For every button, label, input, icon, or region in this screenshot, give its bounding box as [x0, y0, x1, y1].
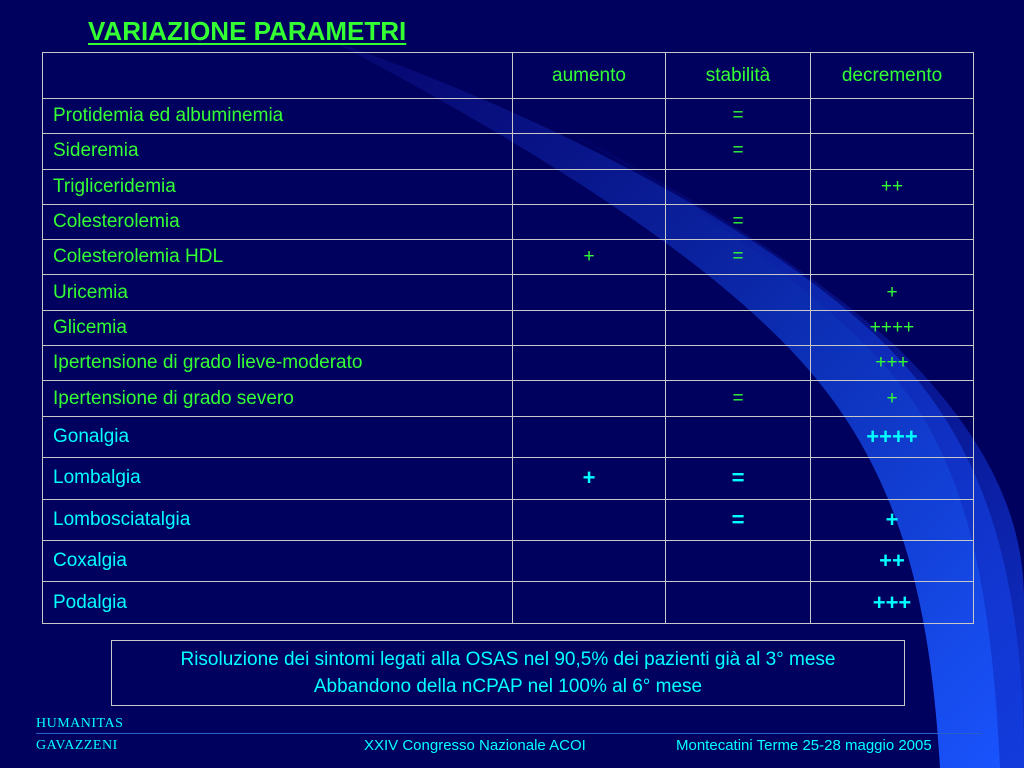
cell-aumento [513, 99, 666, 134]
cell-decremento: + [811, 381, 974, 416]
footer-congress-name: XXIV Congresso Nazionale ACOI [364, 737, 586, 754]
header-stabilita: stabilità [666, 53, 811, 99]
table-row [43, 310, 974, 345]
row-label: Colesterolemia [43, 204, 513, 239]
summary-note-line-1: Risoluzione dei sintomi legati alla OSAS nel 90,5% dei pazienti già al 3° mese [180, 649, 836, 670]
cell-stabilita [666, 416, 811, 457]
row-label: Coxalgia [43, 540, 513, 581]
cell-decremento [811, 458, 974, 499]
cell-stabilita: = [666, 204, 811, 239]
cell-stabilita: = [666, 381, 811, 416]
cell-stabilita: = [666, 99, 811, 134]
summary-note-box [111, 640, 905, 706]
cell-decremento [811, 134, 974, 169]
table-row [43, 416, 974, 457]
header-parameter [43, 53, 513, 99]
row-label: Ipertensione di grado severo [43, 381, 513, 416]
cell-decremento [811, 240, 974, 275]
row-label: Lombosciatalgia [43, 499, 513, 540]
header-decremento: decremento [811, 53, 974, 99]
cell-aumento [513, 169, 666, 204]
row-label: Gonalgia [43, 416, 513, 457]
cell-aumento [513, 204, 666, 239]
cell-decremento: + [811, 499, 974, 540]
cell-stabilita [666, 582, 811, 624]
table-row [43, 381, 974, 416]
cell-stabilita: = [666, 458, 811, 499]
row-label: Sideremia [43, 134, 513, 169]
footer-location-date: Montecatini Terme 25-28 maggio 2005 [676, 737, 932, 754]
cell-stabilita [666, 310, 811, 345]
cell-aumento [513, 275, 666, 310]
cell-stabilita [666, 346, 811, 381]
cell-decremento: +++ [811, 582, 974, 624]
cell-decremento [811, 204, 974, 239]
cell-aumento [513, 582, 666, 624]
row-label: Lombalgia [43, 458, 513, 499]
summary-note-line-2: Abbandono della nCPAP nel 100% al 6° mese [313, 676, 703, 697]
cell-decremento [811, 99, 974, 134]
row-label: Protidemia ed albuminemia [43, 99, 513, 134]
cell-stabilita [666, 275, 811, 310]
table-row [43, 99, 974, 134]
cell-decremento: ++ [811, 540, 974, 581]
cell-aumento [513, 416, 666, 457]
cell-aumento [513, 134, 666, 169]
page-title: VARIAZIONE PARAMETRI [88, 16, 407, 46]
cell-aumento [513, 310, 666, 345]
cell-aumento: + [513, 458, 666, 499]
cell-decremento: ++++ [811, 416, 974, 457]
table-row [43, 346, 974, 381]
cell-decremento: ++ [811, 169, 974, 204]
cell-stabilita: = [666, 240, 811, 275]
cell-decremento: + [811, 275, 974, 310]
table-row [43, 204, 974, 239]
table-row [43, 240, 974, 275]
table-row [43, 458, 974, 499]
cell-decremento: ++++ [811, 310, 974, 345]
row-label: Colesterolemia HDL [43, 240, 513, 275]
cell-decremento: +++ [811, 346, 974, 381]
row-label: Ipertensione di grado lieve-moderato [43, 346, 513, 381]
parameters-table [42, 52, 974, 624]
cell-stabilita [666, 169, 811, 204]
row-label: Uricemia [43, 275, 513, 310]
cell-stabilita: = [666, 134, 811, 169]
table-row [43, 499, 974, 540]
table-row [43, 275, 974, 310]
cell-aumento [513, 381, 666, 416]
row-label: Trigliceridemia [43, 169, 513, 204]
cell-stabilita: = [666, 499, 811, 540]
table-header-row [43, 53, 974, 99]
header-aumento: aumento [513, 53, 666, 99]
table-row [43, 540, 974, 581]
cell-aumento [513, 499, 666, 540]
cell-aumento [513, 540, 666, 581]
row-label: Glicemia [43, 310, 513, 345]
footer-logo-line-2: GAVAZZENI [36, 738, 118, 753]
footer-logo-line-1: HUMANITAS [36, 716, 124, 731]
table-row [43, 582, 974, 624]
footer-divider [36, 733, 982, 734]
cell-aumento: + [513, 240, 666, 275]
cell-stabilita [666, 540, 811, 581]
row-label: Podalgia [43, 582, 513, 624]
table-body [43, 99, 974, 624]
table-row [43, 169, 974, 204]
table-row [43, 134, 974, 169]
cell-aumento [513, 346, 666, 381]
